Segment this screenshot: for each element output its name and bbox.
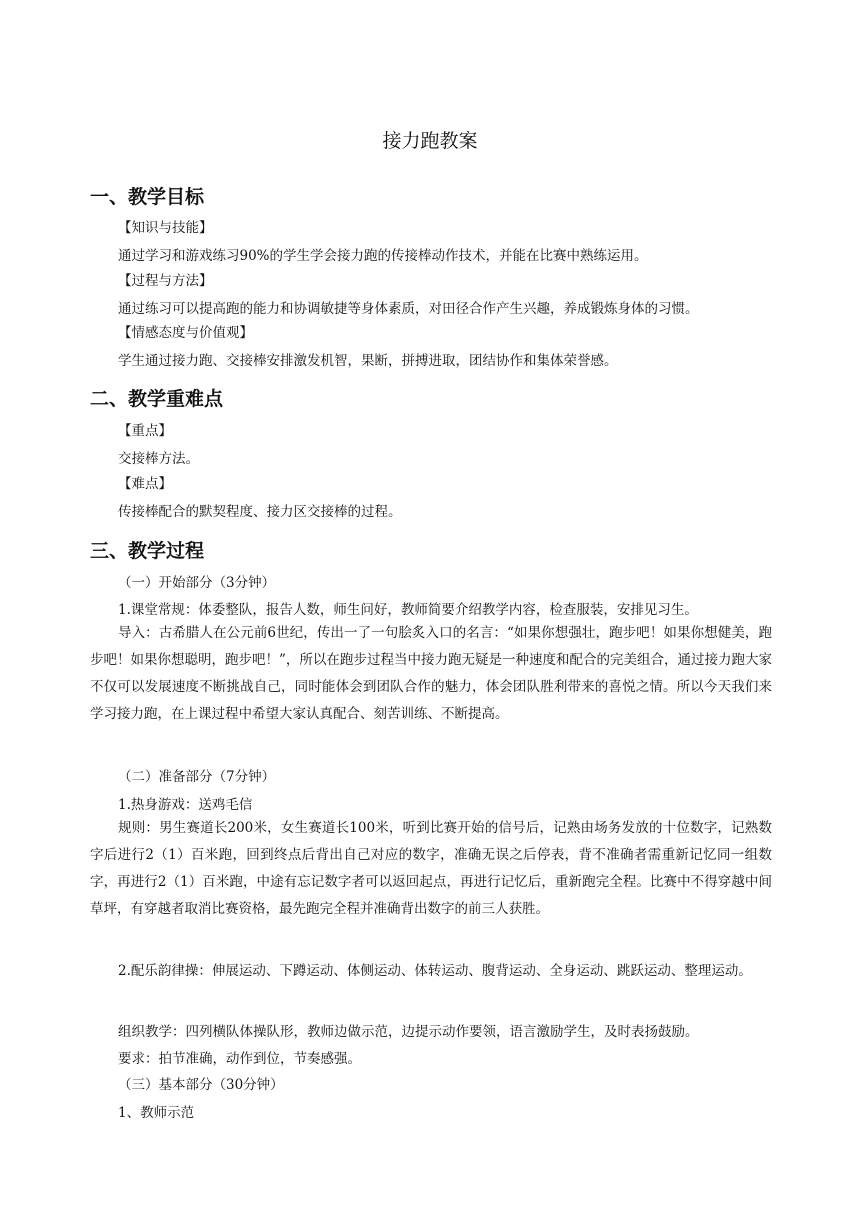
section-heading-objectives: 一、教学目标 xyxy=(90,186,205,208)
label-key-point: 【重点】 xyxy=(118,423,172,439)
text-organization: 组织教学：四列横队体操队形，教师边做示范，边提示动作要领，语言激励学生，及时表扬鼓励。 xyxy=(118,1024,699,1040)
paragraph-game-rules: 规则：男生赛道长200米，女生赛道长100米，听到比赛开始的信号后，记熟由场务发放的十位数字，记熟数字后进行2（1）百米跑，回到终点后背出自己对应的数字，准确无误之后停表，背不准确者需重新记忆同一组数字，再进行2（1）百米跑，中途有忘记数字者可以返回起点，再进行记忆后，重新跑完全程。比赛中不得穿越中间草坪，有穿越者取消比赛资格，最先跑完全程并准确背出数字的前三人获胜。 xyxy=(90,820,772,917)
text-difficult-point: 传接棒配合的默契程度、接力区交接棒的过程。 xyxy=(118,504,402,520)
text-emotion-values: 学生通过接力跑、交接棒安排激发机智，果断，拼搏进取，团结协作和集体荣誉感。 xyxy=(118,353,618,369)
paragraph-rhythmic-exercise: 2.配乐韵律操：伸展运动、下蹲运动、体侧运动、体转运动、腹背运动、全身运动、跳跃运动、整理运动。 xyxy=(118,963,752,979)
text-requirements: 要求：拍节准确，动作到位，节奏感强。 xyxy=(118,1051,361,1067)
subheading-basic-part: （三）基本部分（30分钟） xyxy=(118,1077,284,1093)
label-emotion-values: 【情感态度与价值观】 xyxy=(118,325,253,341)
label-process-methods: 【过程与方法】 xyxy=(118,273,213,289)
text-teacher-demo: 1、教师示范 xyxy=(118,1105,195,1121)
label-knowledge-skills: 【知识与技能】 xyxy=(118,220,213,236)
text-warmup-game: 1.热身游戏：送鸡毛信 xyxy=(118,797,253,813)
document-title: 接力跑教案 xyxy=(382,130,478,152)
subheading-opening-part: （一）开始部分（3分钟） xyxy=(118,575,276,591)
text-knowledge-skills: 通过学习和游戏练习90%的学生学会接力跑的传接棒动作技术，并能在比赛中熟练运用。 xyxy=(118,248,648,264)
paragraph-introduction: 导入：古希腊人在公元前6世纪，传出一了一句脍炙入口的名言：“如果你想强壮，跑步吧！如果你想健美，跑步吧！如果你想聪明，跑步吧！”，所以在跑步过程当中接力跑无疑是一种速度和配合的完美组合，通过接力跑大家不仅可以发展速度不断挑战自己，同时能体会到团队合作的魅力，体会团队胜利带来的喜悦之情。所以今天我们来学习接力跑，在上课过程中希望大家认真配合、刻苦训练、不断提高。 xyxy=(90,625,772,722)
section-heading-key-points: 二、教学重难点 xyxy=(90,388,224,410)
label-difficult-point: 【难点】 xyxy=(118,476,172,492)
text-key-point: 交接棒方法。 xyxy=(118,451,199,467)
section-heading-process: 三、教学过程 xyxy=(90,540,205,562)
subheading-preparation-part: （二）准备部分（7分钟） xyxy=(118,769,276,785)
text-class-routine: 1.课堂常规：体委整队，报告人数，师生问好，教师简要介绍教学内容，检查服装，安排见习生。 xyxy=(118,602,698,618)
text-process-methods: 通过练习可以提高跑的能力和协调敏捷等身体素质，对田径合作产生兴趣，养成锻炼身体的习惯。 xyxy=(118,301,699,317)
